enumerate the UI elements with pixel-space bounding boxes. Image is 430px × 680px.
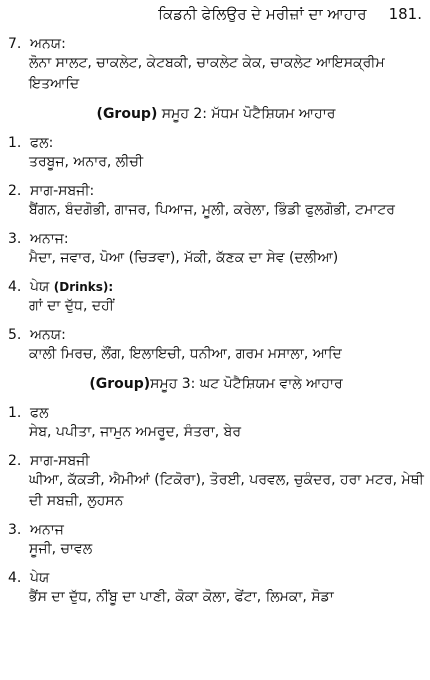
list-item-body: ਬੈਂਗਨ, ਬੰਦਗੋਭੀ, ਗਾਜਰ, ਪਿਆਜ, ਮੂਲੀ, ਕਰੇਲਾ, ਭਿੰਡੀ ਫੁਲਗੋਭੀ, ਟਮਾਟਰ: [29, 202, 395, 218]
list-item: [8, 569, 424, 608]
list-item-body: ਲੋਨਾ ਸਾਲਟ, ਚਾਕਲੇਟ, ਕੇਟਬਕੀ, ਚਾਕਲੇਟ ਕੇਕ, ਚਾਕਲੇਟ ਆਇਸਕ੍ਰੀਮ ਇਤਆਦਿ: [29, 55, 385, 92]
page-header: [122, 4, 422, 24]
list-item-body: ਸੂਜੀ, ਚਾਵਲ: [29, 541, 93, 557]
list-item-other-high: [8, 35, 424, 95]
list-item-category: ਫਲ:: [30, 135, 54, 151]
list-item: [8, 521, 424, 560]
group3-title: [8, 374, 424, 394]
list-item-category: ਅਨਯ:: [30, 327, 66, 343]
list-item-heading: [8, 452, 424, 470]
group3-title-prefix: (Group): [89, 376, 151, 392]
list-item-number: 2.: [8, 453, 22, 469]
page-number: 181.: [388, 5, 422, 23]
list-item-number: 4.: [8, 279, 22, 295]
list-item: [8, 278, 424, 317]
list-item: [8, 134, 424, 173]
list-item-category-english: (Drinks):: [53, 280, 114, 294]
list-item-heading: [8, 182, 424, 200]
group2-title: [8, 104, 424, 124]
list-item-number: 3.: [8, 231, 22, 247]
list-item: [8, 404, 424, 443]
list-item-body: ਤਰਬੂਜ, ਅਨਾਰ, ਲੀਚੀ: [29, 154, 144, 170]
running-title: ਕਿਡਨੀ ਫੇਲਿਉਰ ਦੇ ਮਰੀਜ਼ਾਂ ਦਾ ਆਹਾਰ: [158, 5, 367, 23]
list-item-body: ਕਾਲੀ ਮਿਰਚ, ਲੌਂਗ, ਇਲਾਇਚੀ, ਧਨੀਆ, ਗਰਮ ਮਸਾਲਾ, ਆਦਿ: [29, 346, 342, 362]
list-item: [8, 182, 424, 221]
group3-title-text: ਸਮੂਹ 3: ਘਟ ਪੋਟੈਸ਼ਿਯਮ ਵਾਲੇ ਆਹਾਰ: [150, 376, 343, 392]
list-item-number: 4.: [8, 570, 22, 586]
group2-title-prefix: (Group): [96, 106, 158, 122]
list-item-heading: [8, 569, 424, 587]
list-item-number: 2.: [8, 183, 22, 199]
list-item-category: ਸਾਗ-ਸਬਜੀ: [30, 453, 90, 469]
list-item: [8, 452, 424, 512]
list-item-heading: [8, 278, 424, 296]
list-item-body: ਭੈਂਸ ਦਾ ਦੁੱਧ, ਨੀਂਬੂ ਦਾ ਪਾਣੀ, ਕੋਕਾ ਕੋਲਾ, ਫੇਂਟਾ, ਲਿਮਕਾ, ਸੋਡਾ: [29, 589, 334, 605]
list-item-heading: [8, 521, 424, 539]
list-item-number: 5.: [8, 327, 22, 343]
list-item-category: ਅਨਯ:: [30, 36, 66, 52]
list-item-number: 3.: [8, 522, 22, 538]
list-item-heading: [8, 35, 424, 53]
list-item-category: ਫਲ: [30, 405, 49, 421]
list-item-body: ਗਾਂ ਦਾ ਦੁੱਧ, ਦਹੀਂ: [29, 298, 114, 314]
list-item-category: ਸਾਗ-ਸਬਜੀ:: [30, 183, 95, 199]
group2-title-text: ਸਮੂਹ 2: ਮੱਧਮ ਪੋਟੈਸ਼ਿਯਮ ਆਹਾਰ: [157, 106, 336, 122]
page-content: [8, 35, 424, 617]
list-item-heading: [8, 326, 424, 344]
list-item: [8, 326, 424, 365]
list-item-heading: [8, 230, 424, 248]
list-item-category: ਪੇਯ: [30, 279, 50, 295]
list-item-category: ਅਨਾਜ: [30, 522, 64, 538]
list-item-number: 7.: [8, 36, 22, 52]
list-item-number: 1.: [8, 405, 22, 421]
list-item-body: ਮੈਦਾ, ਜਵਾਰ, ਪੋਆ (ਚਿੜਵਾ), ਮੱਕੀ, ਕੱਣਕ ਦਾ ਸੇਵ (ਦਲੀਆ): [29, 250, 339, 266]
list-item: [8, 230, 424, 269]
list-item-category: ਪੇਯ: [30, 570, 50, 586]
list-item-heading: [8, 134, 424, 152]
list-item-body: ਘੀਆ, ਕੱਕੜੀ, ਐਮੀਆਂ (ਟਿਕੋਰਾ), ਤੋਰਈ, ਪਰਵਲ, ਚੁਕੰਦਰ, ਹਰਾ ਮਟਰ, ਮੇਥੀ ਦੀ ਸਬਜ਼ੀ, ਲੁਹਸਨ: [29, 472, 424, 509]
list-item-number: 1.: [8, 135, 22, 151]
list-item-category: ਅਨਾਜ:: [30, 231, 69, 247]
list-item-body: ਸੇਬ, ਪਪੀਤਾ, ਜਾਮੁਨ ਅਮਰੂਦ, ਸੰਤਰਾ, ਬੇਰ: [29, 424, 242, 440]
list-item-heading: [8, 404, 424, 422]
